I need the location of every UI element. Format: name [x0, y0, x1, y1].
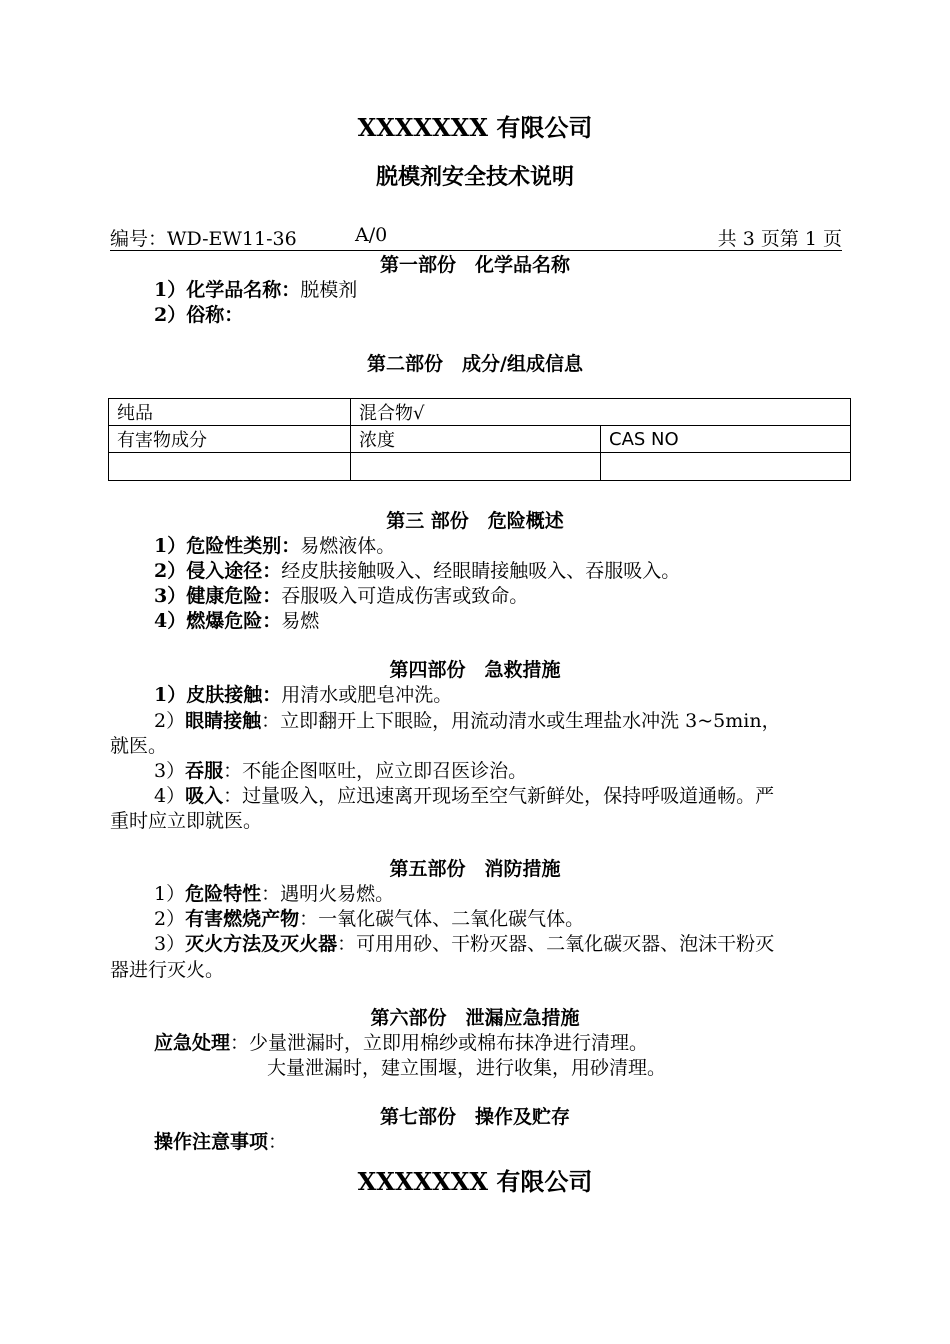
item-label: 操作注意事项 — [154, 1131, 269, 1153]
section7-title: 第七部份 操作及贮存 — [379, 1106, 570, 1128]
company-name-footer: XXXXXXX 有限公司 — [357, 1167, 593, 1196]
sec5-item-combustion-products — [154, 904, 584, 931]
item-label: 2）俗称： — [154, 304, 244, 326]
table-row — [109, 426, 851, 453]
section1-title: 第一部份 化学品名称 — [379, 254, 570, 276]
table-cell: 混合物√ — [351, 399, 851, 426]
sec5-item-extinguishing — [154, 929, 774, 956]
sec4-item-skin-contact — [154, 680, 452, 707]
item-label: 4）燃爆危险： — [154, 610, 282, 632]
sec3-item-hazard-class — [154, 531, 395, 558]
item-value: ：过量吸入，应迅速离开现场至空气新鲜处，保持呼吸道通畅。严 — [223, 785, 775, 807]
company-name: XXXXXXX 有限公司 — [357, 113, 593, 142]
item-value: 吞服吸入可造成伤害或致命。 — [281, 585, 529, 607]
item-value: 易燃 — [281, 610, 320, 632]
table-cell: 纯品 — [109, 399, 351, 426]
sec1-item-chemical-name — [154, 275, 357, 302]
table-cell — [601, 453, 851, 481]
item-number: 1） — [154, 883, 186, 905]
section6-title: 第六部份 泄漏应急措施 — [370, 1007, 580, 1029]
item-value: ：不能企图呕吐，应立即召医诊治。 — [223, 760, 528, 782]
item-value: 用清水或肥皂冲洗。 — [281, 684, 453, 706]
item-label: 1）化学品名称： — [154, 279, 301, 301]
sec4-item-eye-contact-cont: 就医。 — [110, 735, 168, 757]
table-cell — [109, 453, 351, 481]
sec3-item-fire-hazard — [154, 606, 319, 633]
sec1-item-common-name — [154, 300, 243, 327]
sec4-item-inhalation — [154, 781, 774, 808]
item-value: ：一氧化碳气体、二氧化碳气体。 — [299, 908, 585, 930]
sec7-handling-notes — [154, 1127, 287, 1154]
item-number: 2） — [154, 710, 186, 732]
section5-title: 第五部份 消防措施 — [389, 858, 561, 880]
item-value: 易燃液体。 — [300, 535, 396, 557]
item-label: 1）皮肤接触： — [154, 684, 282, 706]
item-value: ：遇明火易燃。 — [261, 883, 395, 905]
table-row — [109, 399, 851, 426]
item-number: 3） — [154, 760, 186, 782]
item-value: 经皮肤接触吸入、经眼睛接触吸入、吞服吸入。 — [281, 560, 681, 582]
sec5-item-extinguishing-cont: 器进行灭火。 — [110, 959, 225, 981]
item-value: ：立即翻开上下眼睑，用流动清水或生理盐水冲洗 3~5min， — [261, 710, 781, 732]
sec3-item-health-hazard — [154, 581, 528, 608]
table-cell: 浓度 — [351, 426, 601, 453]
item-label: 危险特性 — [185, 883, 262, 905]
document-header — [110, 224, 842, 251]
section2-title: 第二部份 成分/组成信息 — [367, 353, 583, 375]
table-row — [109, 453, 851, 481]
item-label: 眼睛接触 — [185, 710, 262, 732]
sec4-item-inhalation-cont: 重时应立即就医。 — [110, 810, 263, 832]
sec6-emergency-small — [154, 1028, 648, 1055]
sec4-item-ingestion — [154, 756, 527, 783]
table-cell: CAS NO — [601, 426, 851, 453]
item-value: ： — [268, 1131, 288, 1153]
item-number: 2） — [154, 908, 186, 930]
item-label: 1）危险性类别： — [154, 535, 301, 557]
item-label: 吞服 — [185, 760, 224, 782]
item-value: ：少量泄漏时，立即用棉纱或棉布抹净进行清理。 — [230, 1032, 649, 1054]
sec4-item-eye-contact — [154, 706, 781, 733]
section3-title: 第三 部份 危险概述 — [386, 510, 564, 532]
document-code: 编号：WD-EW11-36 — [110, 228, 297, 250]
item-value: 脱模剂 — [300, 279, 358, 301]
item-label: 应急处理 — [154, 1032, 231, 1054]
section4-title: 第四部份 急救措施 — [389, 659, 561, 681]
composition-table — [108, 398, 851, 481]
item-label: 灭火方法及灭火器 — [185, 933, 338, 955]
sec3-item-exposure-route — [154, 556, 680, 583]
item-label: 吸入 — [185, 785, 224, 807]
sec6-emergency-large: 大量泄漏时，建立围堰，进行收集，用砂清理。 — [267, 1057, 667, 1079]
item-number: 3） — [154, 933, 186, 955]
page-info: 共 3 页第 1 页 — [717, 228, 842, 250]
sec5-item-hazard-property — [154, 879, 394, 906]
item-number: 4） — [154, 785, 186, 807]
document-title: 脱模剂安全技术说明 — [375, 164, 574, 190]
item-value: ：可用用砂、干粉灭器、二氧化碳灭器、泡沫干粉灭 — [337, 933, 775, 955]
table-cell — [351, 453, 601, 481]
item-label: 2）侵入途径： — [154, 560, 282, 582]
item-label: 3）健康危险： — [154, 585, 282, 607]
table-cell: 有害物成分 — [109, 426, 351, 453]
item-label: 有害燃烧产物 — [185, 908, 300, 930]
document-revision: A/0 — [355, 224, 388, 246]
